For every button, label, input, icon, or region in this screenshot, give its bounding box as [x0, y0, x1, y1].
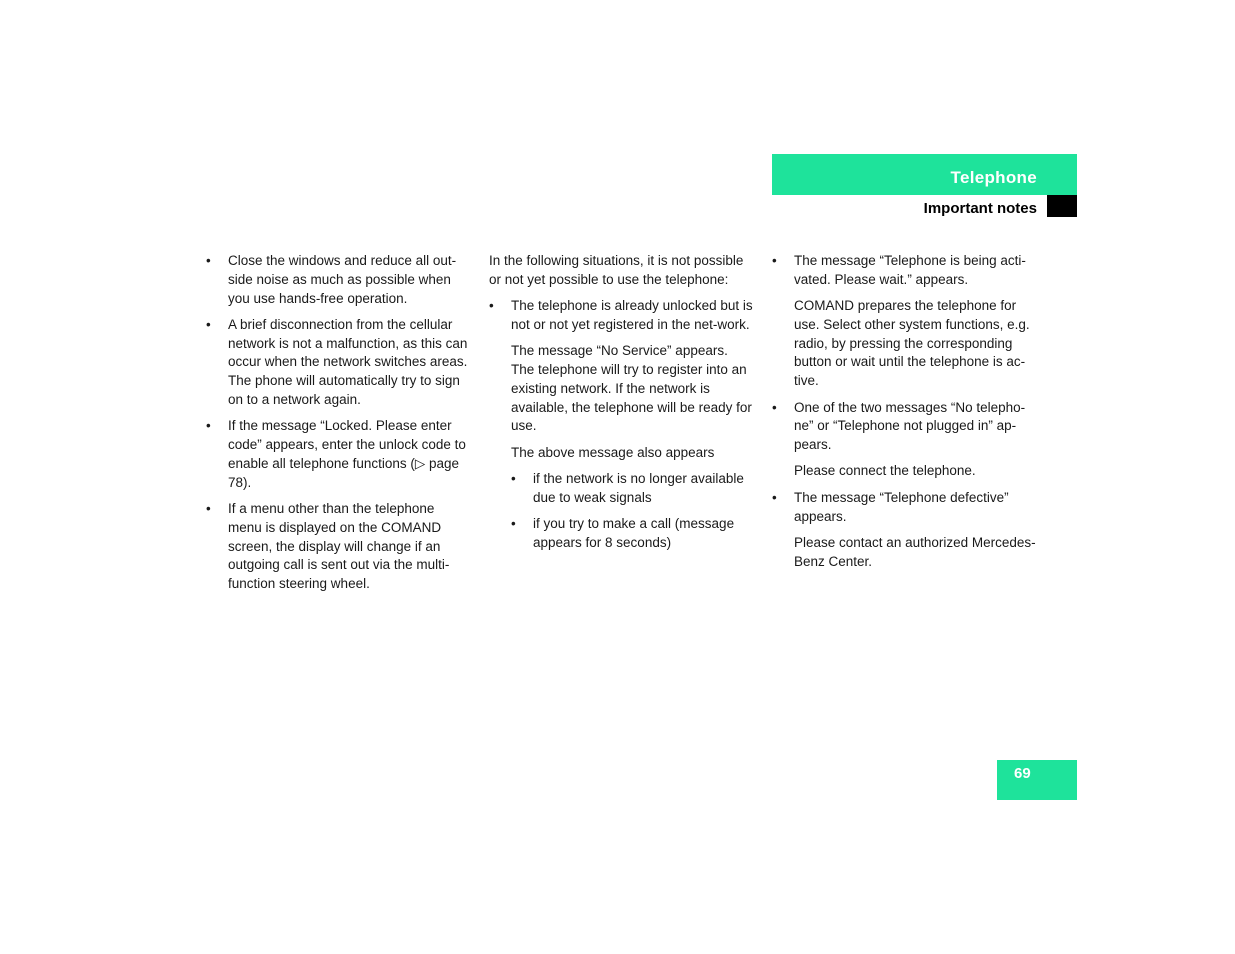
subsection-marker	[1047, 195, 1077, 217]
list-item	[206, 316, 471, 410]
list-item-text: The message “Telephone defective” appears.	[794, 489, 1009, 524]
text-column-1	[206, 252, 471, 602]
list-item	[206, 417, 471, 492]
item-explanation: Please connect the telephone.	[794, 463, 976, 479]
list-item	[206, 252, 471, 308]
list-item-text: The telephone is already unlocked but is not or not yet registered in the net-work.	[511, 298, 753, 332]
list-item-text: The message “Telephone is being acti-vated. Please wait.” appears.	[794, 253, 1026, 287]
list-item-text: One of the two messages “No telepho-ne” or “Telephone not plugged in” ap-pears.	[794, 399, 1026, 453]
bullet-glyph: •	[772, 253, 777, 268]
page-number: 69	[1014, 765, 1031, 782]
list-item-text: If the message “Locked. Please enter code” appears, enter the unlock code to enable all telephone functions (▷ page 78).	[228, 418, 466, 490]
list-item-text: if you try to make a call (message appears for 8 seconds)	[533, 516, 735, 550]
text-column-3	[772, 252, 1040, 579]
list-item	[772, 399, 1040, 455]
list-item-text: Close the windows and reduce all out-side noise as much as possible when you use hands-free operation.	[228, 253, 457, 306]
list-item-text: A brief disconnection from the cellular network is not a malfunction, as this can occur when the network switches areas. The phone will automatically try to sign on to a network again.	[228, 316, 468, 408]
bullet-glyph: •	[206, 501, 211, 517]
bullet-glyph: •	[206, 253, 211, 268]
sub-list-item	[489, 515, 754, 553]
bullet-glyph: •	[489, 298, 494, 314]
list-item	[772, 252, 1040, 290]
bullet-glyph: •	[206, 316, 211, 332]
item-explanation: Please contact an authorized Mercedes-Benz Center.	[794, 534, 1036, 569]
bullet-glyph: •	[511, 516, 516, 532]
bullet-glyph: •	[206, 418, 211, 434]
intro-paragraph: In the following situations, it is not possible or not yet possible to use the telephone:	[489, 253, 744, 287]
section-title: Telephone	[950, 168, 1037, 187]
list-item-text: If a menu other than the telephone menu is displayed on the COMAND screen, the display will change if an outgoing call is sent out via the multi-function steering wheel.	[228, 501, 450, 592]
item-explanation: The above message also appears	[511, 444, 715, 460]
subsection-title: Important notes	[923, 200, 1037, 217]
bullet-glyph: •	[772, 489, 777, 505]
item-explanation: COMAND prepares the telephone for use. Select other system functions, e.g. radio, by pressing the corresponding button or wait until the telephone is ac-tive.	[794, 298, 1030, 389]
bullet-glyph: •	[772, 399, 777, 415]
page-number-box	[997, 760, 1077, 800]
list-item-text: if the network is no longer available due to weak signals	[533, 470, 744, 505]
list-item	[772, 489, 1040, 527]
item-explanation: The message “No Service” appears. The telephone will try to register into an existing network. If the network is available, the telephone will be ready for use.	[511, 343, 752, 434]
text-column-2	[489, 252, 754, 560]
bullet-glyph: •	[511, 470, 516, 486]
list-item	[206, 500, 471, 594]
section-header-bar	[772, 154, 1077, 195]
sub-list-item	[489, 470, 754, 508]
list-item	[489, 297, 754, 335]
